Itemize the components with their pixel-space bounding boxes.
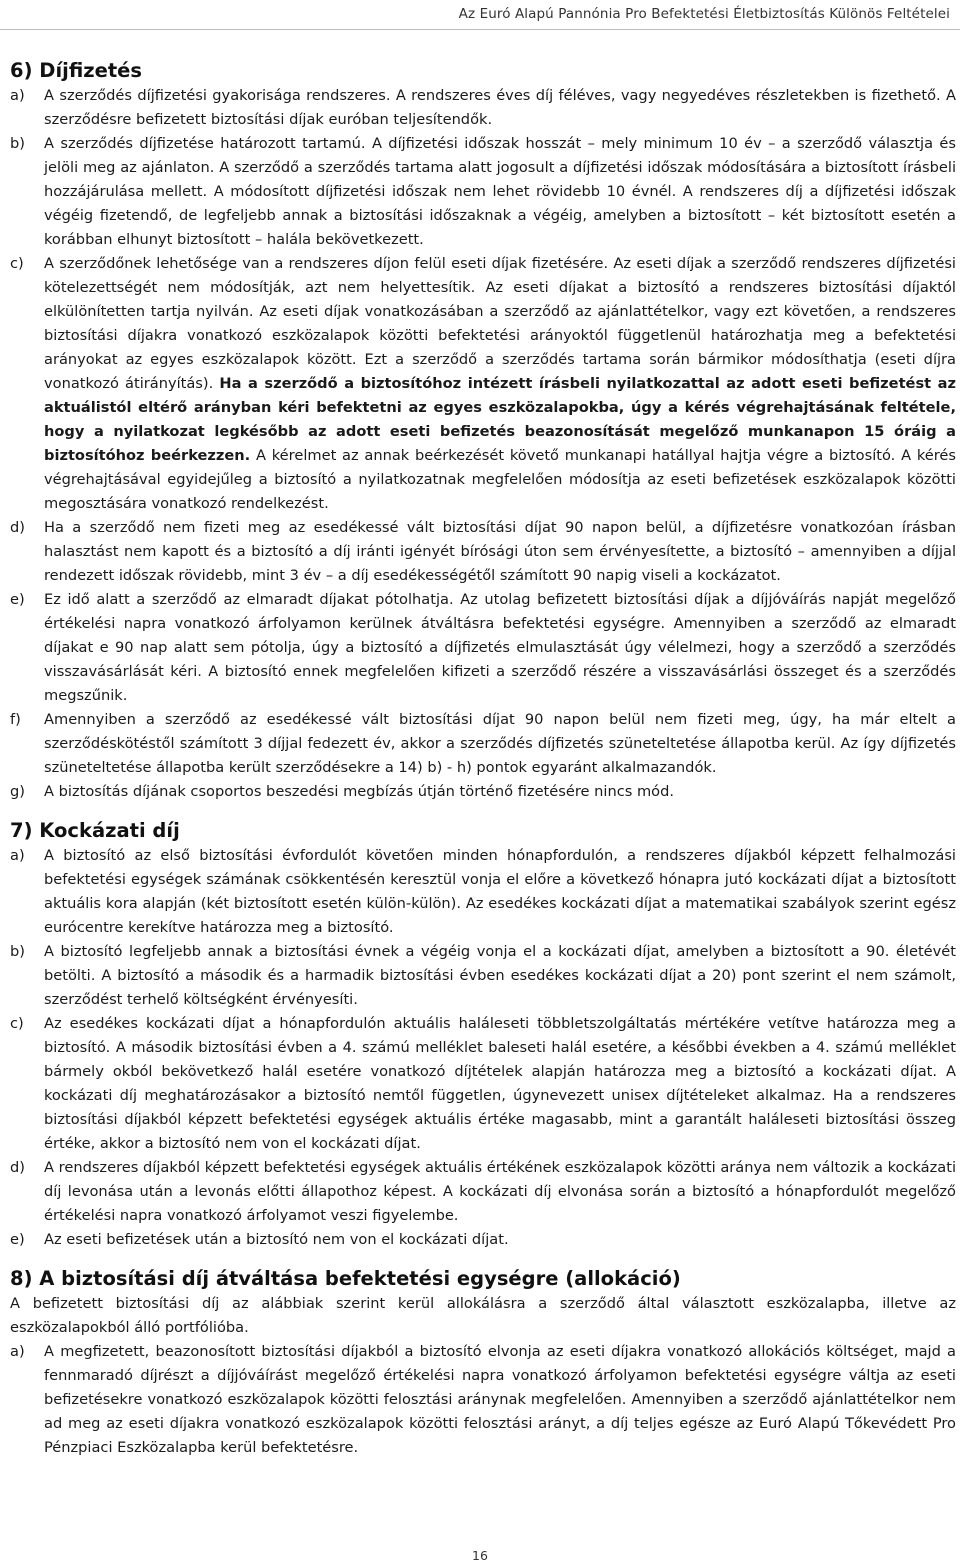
list-item — [10, 940, 956, 1012]
list-item — [10, 1156, 956, 1228]
list-item — [10, 780, 956, 804]
item-marker: b) — [10, 943, 25, 960]
section-allokacio — [10, 1266, 956, 1460]
section-title: 7) Kockázati díj — [10, 819, 180, 842]
item-text: A biztosító legfeljebb annak a biztosítási évnek a végéig vonja el a kockázati díjat, amelyben a biztosított a 90. életévét betölti. A biztosító a második és a harmadik biztosítási évben esedékes kockázati díjat a 20) pont szerint el nem számolt, szerződést terhelő költségként érvényesíti. — [44, 943, 956, 1008]
list-item — [10, 252, 956, 516]
item-marker: a) — [10, 1343, 25, 1360]
item-text: A szerződés díjfizetése határozott tartamú. A díjfizetési időszak hosszát – mely minimum 10 év – a szerződő választja és jelöli meg az ajánlaton. A szerződő a szerződés tartama alatt jogosult a díjfizetési időszak módosítására a biztosított írásbeli hozzájárulása mellett. A módosított díjfizetési időszak nem lehet rövidebb 10 évnél. A rendszeres díj a díjfizetési időszak végéig fizetendő, de legfeljebb annak a biztosítási időszaknak a végéig, amelyben a biztosított – két biztosított esetén a korábban elhunyt biztosított – halála bekövetkezett. — [44, 135, 956, 248]
item-text: A szerződés díjfizetési gyakorisága rendszeres. A rendszeres éves díj féléves, vagy negyedéves részletekben is fizethető. A szerződésre befizetett biztosítási díjak euróban teljesítendők. — [44, 87, 956, 128]
section-intro: A befizetett biztosítási díj az alábbiak szerint kerül allokálásra a szerződő által választott eszközalapba, illetve az eszközalapokból álló portfólióba. — [10, 1295, 956, 1336]
item-marker: b) — [10, 135, 25, 152]
list-item — [10, 1340, 956, 1460]
item-text: Amennyiben a szerződő az esedékessé vált biztosítási díjat 90 napon belül nem fizeti meg, úgy, ha már eltelt a szerződéskötéstől számított 3 díjjal fedezett év, akkor a szerződés díjfizetés szüneteltetése állapotba kerül. Az így díjfizetés szüneteltetése állapotba került szerződésekre a 14) b) - h) pontok egyaránt alkalmazandók. — [44, 711, 956, 776]
page-number: 16 — [472, 1548, 488, 1563]
item-marker: c) — [10, 1015, 24, 1032]
list-item — [10, 132, 956, 252]
document-body — [10, 58, 956, 1460]
item-text-after: A kérelmet az annak beérkezését követő munkanapi hatállyal hajtja végre a biztosító. A kérés végrehajtásával egyidejűleg a biztosító a nyilatkozatnak megfelelően módosítja az eseti befizetések eszközalapok közötti megosztására vonatkozó rendelkezést. — [44, 447, 956, 512]
list-item — [10, 1228, 956, 1252]
item-text: A biztosító az első biztosítási évfordulót követően minden hónapfordulón, a rendszeres díjakból képzett felhalmozási befektetési egységek számának csökkentésén keresztül vonja el előre a következő hónapra jutó kockázati díjat a biztosított aktuális kora alapján (két biztosított esetén külön-külön). Az esedékes kockázati díjat a matematikai szabályok szerint egész eurócentre kerekítve határozza meg a biztosító. — [44, 847, 956, 936]
item-marker: e) — [10, 591, 25, 608]
item-marker: a) — [10, 87, 25, 104]
item-text: Ez idő alatt a szerződő az elmaradt díjakat pótolhatja. Az utolag befizetett biztosítási díjak a díjjóváírás napját megelőző értékelési napra vonatkozó árfolyamon kerülnek átváltásra befektetési egységre. Amennyiben a szerződő az elmaradt díjakat e 90 nap alatt sem pótolja, úgy a biztosító a díjfizetés elmulasztását úgy vélelmezi, hogy a szerződő a szerződés visszavásárlását kéri. A biztosító ennek megfelelően kifizeti a szerződő részére a visszavásárlási összeget és a szerződés megszűnik. — [44, 591, 956, 704]
section-title: 6) Díjfizetés — [10, 59, 143, 82]
section-kockazati-dij — [10, 818, 956, 1252]
item-text: A szerződőnek lehetősége van a rendszeres díjon felül eseti díjak fizetésére. Az eseti díjak a szerződő rendszeres díjfizetési kötelezettségét nem módosítják, azt nem helyettesítik. Az eseti díjakat a biztosító a rendszeres biztosítási díjaktól elkülönítetten tartja nyilván. Az eseti díjak vonatkozásában a szerződő az ajánlattételkor, vagy ezt követően, a rendszeres biztosítási díjakra vonatkozó eszközalapok közötti befektetési arányoktól függetlenül határozhatja meg a befektetési arányokat az egyes eszközalapok között. Ezt a szerződő a szerződés tartama során bármikor módosíthatja (eseti díjra vonatkozó átirányítás). — [44, 255, 956, 392]
list-item — [10, 588, 956, 708]
list-item — [10, 708, 956, 780]
header-rule — [0, 29, 960, 30]
item-text: A rendszeres díjakból képzett befektetési egységek aktuális értékének eszközalapok közötti aránya nem változik a kockázati díj levonása után a levonás előtti állapothoz képest. A kockázati díj elvonása során a biztosító a hónapfordulót megelőző értékelési napra vonatkozó árfolyamot veszi figyelembe. — [44, 1159, 956, 1224]
item-text-bold: Ha a szerződő a biztosítóhoz intézett írásbeli nyilatkozattal az adott eseti befizetést az aktuálistól eltérő arányban kéri befektetni az egyes eszközalapokba, úgy a kérés végrehajtásának feltétele, hogy a nyilatkozat legkésőbb az adott eseti befizetés beazonosítását megelőző munkanapon 15 óráig a biztosítóhoz beérkezzen. — [44, 375, 956, 464]
list-item — [10, 84, 956, 132]
item-text: A megfizetett, beazonosított biztosítási díjakból a biztosító elvonja az eseti díjakra vonatkozó allokációs költséget, majd a fennmaradó díjrészt a díjjóváírást megelőző értékelési napra vonatkozó árfolyamon befektetési egységre váltja az eseti befizetésekre vonatkozó eszközalapok közötti felosztási aránynak megfelelően. Amennyiben a szerződő ajánlattételkor nem ad meg az eseti díjakra vonatkozó eszközalapok közötti felosztási arányt, a díj teljes egésze az Euró Alapú Tőkevédett Pro Pénzpiaci Eszközalapba kerül befektetésre. — [44, 1343, 956, 1456]
item-marker: e) — [10, 1231, 25, 1248]
section-dijfizetes — [10, 58, 956, 804]
item-marker: d) — [10, 519, 25, 536]
item-marker: a) — [10, 847, 25, 864]
item-text: Az eseti befizetések után a biztosító nem von el kockázati díjat. — [44, 1231, 509, 1248]
item-marker: c) — [10, 255, 24, 272]
item-text: Ha a szerződő nem fizeti meg az esedékessé vált biztosítási díjat 90 napon belül, a díjfizetésre vonatkozóan írásban halasztást nem kapott és a biztosító a díj iránti igényét bírósági úton sem érvényesítette, a biztosító – amennyiben a díjjal rendezett időszak rövidebb, mint 3 év – a díj esedékességétől számított 90 napig viseli a kockázatot. — [44, 519, 956, 584]
item-text: Az esedékes kockázati díjat a hónapfordulón aktuális haláleseti többletszolgáltatás mértékére vetítve határozza meg a biztosító. A második biztosítási évben a 4. számú melléklet baleseti halál esetére, a későbbi években a 4. számú melléklet bármely okból bekövetkező halál esetére vonatkozó díjtételek alapján határozza meg a biztosító a kockázati díjat. A kockázati díj meghatározásakor a biztosító nemtől független, úgynevezett unisex díjtételeket alkalmaz. Ha a rendszeres biztosítási díjakból képzett befektetési egységek aktuális értéke magasabb, mint a garantált haláleseti biztosítási összeg értéke, akkor a biztosító nem von el kockázati díjat. — [44, 1015, 956, 1152]
item-text-composite — [44, 252, 956, 516]
list-item — [10, 1012, 956, 1156]
running-header: Az Euró Alapú Pannónia Pro Befektetési Életbiztosítás Különös Feltételei — [458, 6, 950, 22]
list-item — [10, 516, 956, 588]
item-marker: f) — [10, 711, 21, 728]
item-marker: g) — [10, 783, 25, 800]
item-text: A biztosítás díjának csoportos beszedési megbízás útján történő fizetésére nincs mód. — [44, 783, 675, 800]
list-item — [10, 844, 956, 940]
item-marker: d) — [10, 1159, 25, 1176]
section-title: 8) A biztosítási díj átváltása befektetési egységre (allokáció) — [10, 1267, 681, 1290]
